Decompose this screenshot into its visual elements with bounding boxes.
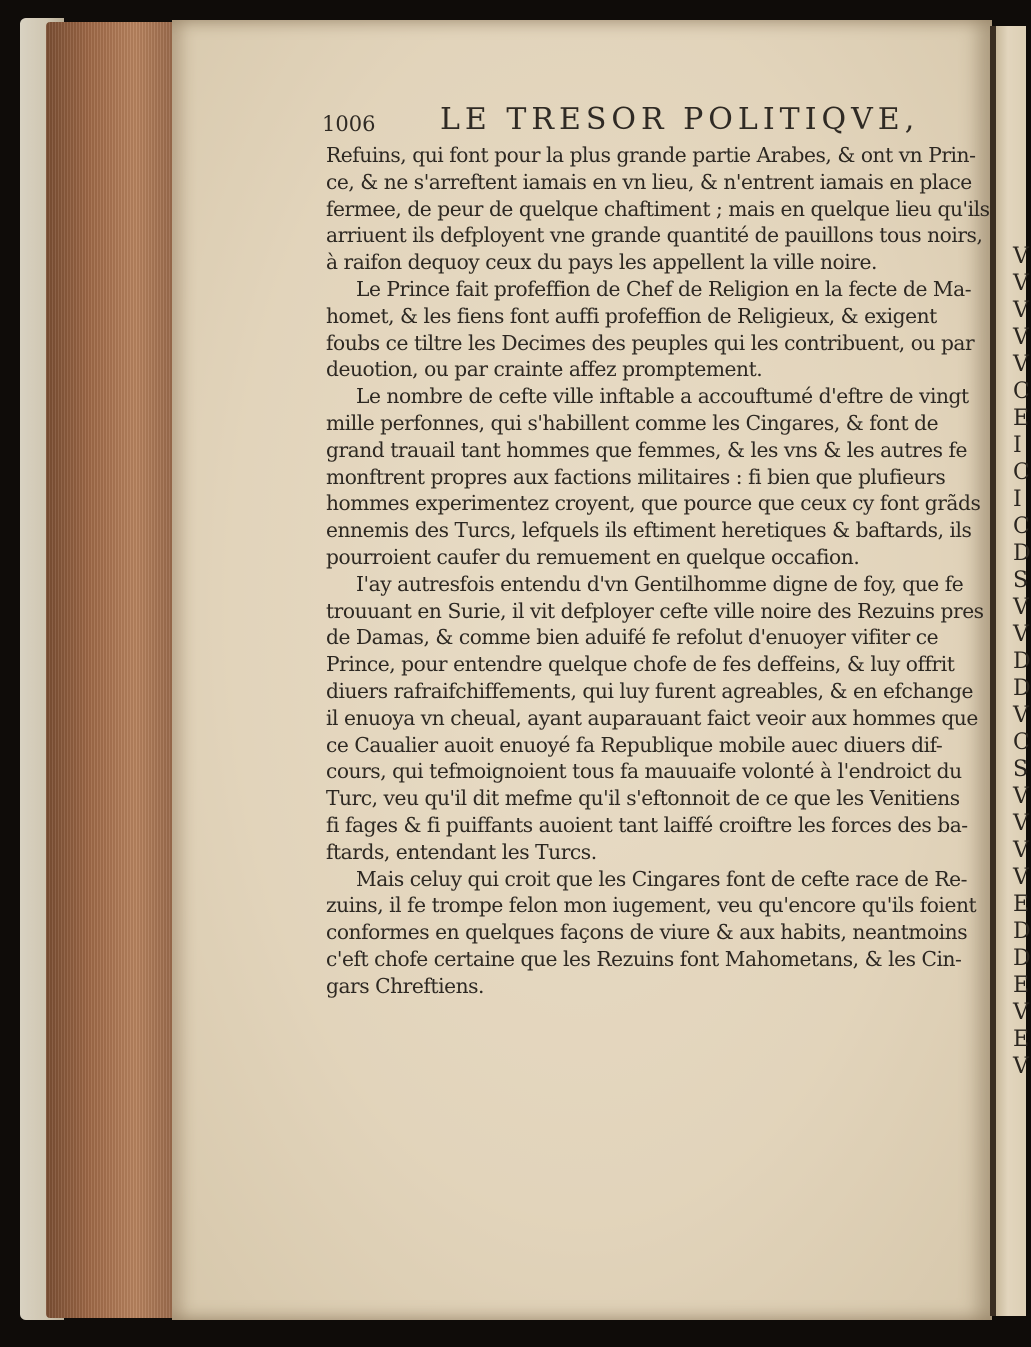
text-line: fi fages & fi puiffants auoient tant laiffé croiftre les forces des ba- — [326, 812, 968, 837]
facing-page-letter: S — [1013, 568, 1029, 593]
text-line: I'ay autresfois entendu d'vn Gentilhomme digne de foy, que fe — [356, 571, 964, 596]
facing-page-letter: V — [1013, 865, 1029, 890]
facing-page-letter: V — [1013, 1000, 1029, 1025]
facing-page-letter: I — [1013, 487, 1022, 512]
text-line: Refuins, qui font pour la plus grande partie Arabes, & ont vn Prin- — [326, 143, 976, 167]
facing-page-letter: E — [1013, 406, 1030, 431]
text-line: Le Prince fait profeffion de Chef de Religion en la fecte de Ma- — [356, 276, 972, 301]
facing-page-letter: V — [1013, 244, 1029, 269]
facing-page-letter: V — [1013, 703, 1029, 728]
facing-page-letter: C — [1013, 460, 1030, 485]
body-text — [326, 142, 990, 1000]
text-line: c'eft chofe certaine que les Rezuins font Mahometans, & les Cin- — [326, 946, 962, 971]
facing-page-letter: V — [1013, 298, 1029, 323]
text-line: conformes en quelques façons de viure & aux habits, neantmoins — [326, 920, 968, 945]
facing-page-letter: V — [1013, 838, 1029, 863]
facing-page-letter: V — [1013, 1054, 1029, 1079]
text-line: mille perfonnes, qui s'habillent comme les Cingares, & font de — [326, 410, 939, 435]
text-line: arriuent ils defployent vne grande quantité de pauillons tous noirs, — [326, 223, 983, 248]
facing-page-letter: V — [1013, 622, 1029, 647]
text-line: à raifon dequoy ceux du pays les appellent la ville noire. — [326, 250, 877, 275]
page-edges — [46, 22, 174, 1318]
text-line: homet, & les fiens font auffi profeffion de Religieux, & exigent — [326, 303, 937, 328]
text-line: ennemis des Turcs, lefquels ils eftiment heretiques & baftards, ils — [326, 518, 972, 543]
facing-page-letter: C — [1013, 730, 1030, 755]
text-line: Le nombre de cefte ville inftable a accouftumé d'eftre de vingt — [356, 384, 969, 409]
facing-page-letter: E — [1013, 1027, 1030, 1052]
facing-page-letter: V — [1013, 325, 1029, 350]
facing-page-letter: S — [1013, 757, 1029, 782]
text-line: hommes experimentez croyent, que pource que ceux cy font grãds — [326, 491, 981, 516]
text-line: deuotion, ou par crainte affez promptement. — [326, 357, 763, 382]
text-line: trouuant en Surie, il vit defployer cefte ville noire des Rezuins pres — [326, 598, 984, 623]
text-line: ce Caualier auoit enuoyé fa Republique mobile auec diuers dif- — [326, 732, 943, 757]
text-line: diuers rafraifchiffements, qui luy furent agreables, & en efchange — [326, 678, 974, 703]
text-line: pourroient caufer du remuement en quelque occafion. — [326, 544, 860, 569]
running-title: LE TRESOR POLITIQVE, — [440, 102, 920, 137]
text-line: il enuoya vn cheual, ayant auparauant faict veoir aux hommes que — [326, 705, 978, 730]
text-line: Turc, veu qu'il dit mefme qu'il s'eftonnoit de ce que les Venitiens — [326, 786, 960, 811]
text-line: grand trauail tant hommes que femmes, & les vns & les autres fe — [326, 437, 968, 462]
text-line: ce, & ne s'arreftent iamais en vn lieu, & n'entrent iamais en place — [326, 169, 972, 194]
text-line: monftrent propres aux factions militaires : fi bien que plufieurs — [326, 464, 946, 489]
text-line: fermee, de peur de quelque chaftiment ; mais en quelque lieu qu'ils — [326, 196, 990, 221]
page-header — [322, 102, 920, 142]
facing-page-letter: D — [1013, 649, 1031, 674]
facing-page-letter: I — [1013, 433, 1022, 458]
facing-page-letter: D — [1013, 946, 1031, 971]
facing-page-letter: D — [1013, 676, 1031, 701]
text-line: foubs ce tiltre les Decimes des peuples qui les contribuent, ou par — [326, 330, 975, 355]
text-line: Mais celuy qui croit que les Cingares font de cefte race de Re- — [356, 866, 967, 891]
text-line: ftards, entendant les Turcs. — [326, 839, 597, 864]
facing-page-letter: E — [1013, 973, 1030, 998]
text-line: Prince, pour entendre quelque chofe de fes deffeins, & luy offrit — [326, 652, 955, 677]
facing-page-letter: V — [1013, 352, 1029, 377]
facing-page-letter: E — [1013, 892, 1030, 917]
facing-page-letter: V — [1013, 271, 1029, 296]
facing-page-letter: V — [1013, 595, 1029, 620]
facing-page-letter: V — [1013, 784, 1029, 809]
facing-page-letter: C — [1013, 514, 1030, 539]
facing-page-letter: V — [1013, 811, 1029, 836]
text-line: gars Chreftiens. — [326, 973, 484, 998]
facing-page-edge — [996, 26, 1031, 1316]
text-line: cours, qui tefmoignoient tous fa mauuaife volonté à l'endroict du — [326, 759, 962, 784]
text-line: de Damas, & comme bien aduifé fe refolut d'enuoyer vifiter ce — [326, 625, 939, 650]
text-line: zuins, il fe trompe felon mon iugement, veu qu'encore qu'ils foient — [326, 893, 977, 918]
facing-page-letter: D — [1013, 541, 1031, 566]
page-number: 1006 — [322, 112, 376, 136]
facing-page-letter: C — [1013, 379, 1030, 404]
facing-page-letter: D — [1013, 919, 1031, 944]
